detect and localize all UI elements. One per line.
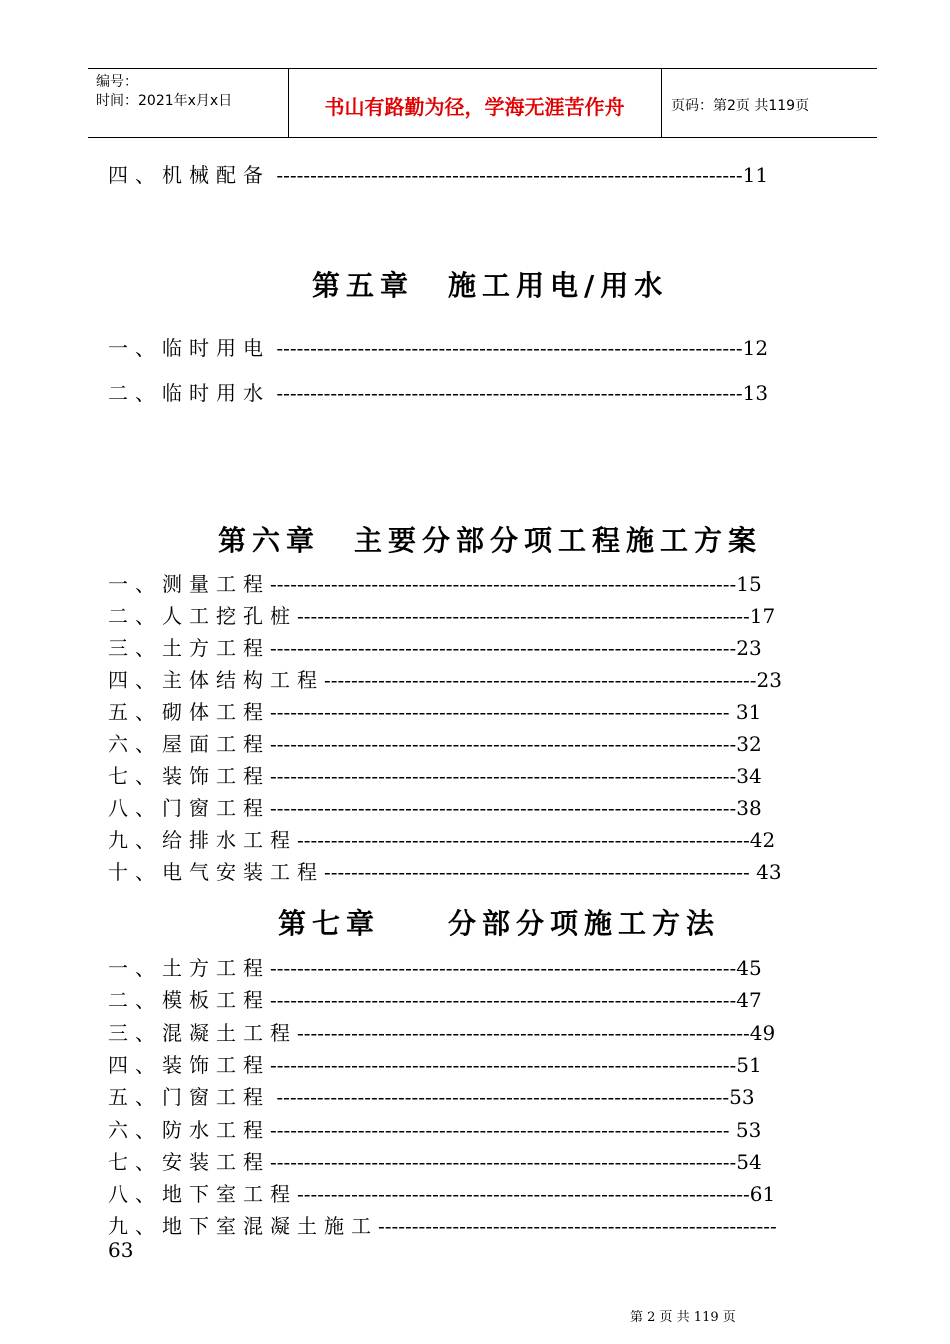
toc-entry <box>108 700 761 724</box>
toc-leader: --------------------------------------------------------------- <box>324 860 757 884</box>
toc-label: 七、装饰工程 <box>108 764 270 788</box>
toc-entry <box>108 764 762 788</box>
chapter-heading: 第五章 施工用电/用水 <box>312 269 669 302</box>
toc-entry <box>108 336 768 360</box>
toc-leader: ----------------------------------------------------------- <box>378 1214 777 1239</box>
header-number: 编号： <box>96 74 138 90</box>
toc-leader: --------------------------------------------------------------------- <box>276 336 743 360</box>
toc-label: 九、给排水工程 <box>108 828 297 852</box>
toc-label: 二、模板工程 <box>108 988 270 1013</box>
toc-entry <box>108 1150 762 1174</box>
toc-label: 二、临时用水 <box>108 381 270 405</box>
header-meta <box>96 73 232 111</box>
toc-entry <box>108 1085 755 1109</box>
toc-leader: -------------------------------------------------------------------- <box>270 700 736 724</box>
chapter-heading: 第七章 分部分项施工方法 <box>278 907 721 940</box>
toc-label: 六、防水工程 <box>108 1117 270 1142</box>
header-page-info: 页码：第2页 共119页 <box>671 98 810 114</box>
toc-entry <box>108 956 762 980</box>
toc-leader: ---------------------------------------------------------------- <box>324 668 757 692</box>
toc-page: 23 <box>756 668 782 692</box>
toc-leader: ------------------------------------------------------------------- <box>297 828 750 852</box>
page-header <box>88 68 877 138</box>
toc-leader: ------------------------------------------------------------------- <box>270 1085 730 1110</box>
toc-label: 四、机械配备 <box>108 163 270 187</box>
toc-page: 61 <box>749 1182 776 1207</box>
toc-leader: ------------------------------------------------------------------- <box>297 1020 750 1045</box>
toc-label: 八、地下室工程 <box>108 1182 297 1207</box>
toc-page: 47 <box>736 988 762 1013</box>
toc-entry <box>108 988 762 1012</box>
toc-page: 11 <box>742 163 769 187</box>
toc-page: 31 <box>735 700 762 724</box>
toc-label: 六、屋面工程 <box>108 732 270 756</box>
toc-leader: --------------------------------------------------------------------- <box>270 572 737 596</box>
toc-leader: --------------------------------------------------------------------- <box>270 636 737 660</box>
toc-page: 49 <box>749 1020 776 1045</box>
toc-page: 34 <box>736 764 762 788</box>
toc-entry <box>108 732 762 756</box>
toc-leader: ------------------------------------------------------------------- <box>297 1182 750 1207</box>
header-divider <box>661 69 662 137</box>
toc-label: 一、临时用电 <box>108 336 270 360</box>
toc-leader: --------------------------------------------------------------------- <box>270 796 737 820</box>
toc-entry <box>108 796 762 820</box>
toc-page: 53 <box>735 1117 762 1142</box>
toc-page: 51 <box>736 1052 762 1077</box>
toc-label: 七、安装工程 <box>108 1149 270 1174</box>
toc-page: 54 <box>736 1149 762 1174</box>
toc-page: 63 <box>108 1238 134 1263</box>
toc-entry <box>108 1053 762 1077</box>
toc-page: 12 <box>742 336 769 360</box>
toc-entry <box>108 1118 761 1142</box>
header-motto: 书山有路勤为径，学海无涯苦作舟 <box>324 95 625 119</box>
toc-entry <box>108 381 768 405</box>
toc-label: 三、混凝土工程 <box>108 1020 297 1045</box>
toc-entry <box>108 668 782 692</box>
toc-entry <box>108 1021 775 1045</box>
toc-page: 13 <box>742 381 769 405</box>
toc-leader: --------------------------------------------------------------------- <box>276 381 743 405</box>
toc-entry <box>108 828 775 852</box>
toc-label: 八、门窗工程 <box>108 796 270 820</box>
toc-leader: --------------------------------------------------------------------- <box>276 163 743 187</box>
toc-label: 一、测量工程 <box>108 572 270 596</box>
toc-label: 九、地下室混凝土施工 <box>108 1214 378 1239</box>
toc-label: 一、土方工程 <box>108 956 270 980</box>
toc-page: 42 <box>749 828 776 852</box>
toc-leader: --------------------------------------------------------------------- <box>270 764 737 788</box>
toc-label: 二、人工挖孔桩 <box>108 604 297 628</box>
toc-entry <box>108 1182 775 1206</box>
toc-label: 三、土方工程 <box>108 636 270 660</box>
toc-entry <box>108 636 762 660</box>
toc-label: 五、门窗工程 <box>108 1085 270 1110</box>
toc-page: 23 <box>736 636 762 660</box>
toc-label: 四、主体结构工程 <box>108 668 324 692</box>
toc-page: 32 <box>736 732 762 756</box>
toc-label: 十、电气安装工程 <box>108 860 324 884</box>
page-footer: 第 2 页 共 119 页 <box>630 1310 736 1325</box>
toc-leader: --------------------------------------------------------------------- <box>270 1149 737 1174</box>
toc-leader: --------------------------------------------------------------------- <box>270 956 737 980</box>
toc-leader: --------------------------------------------------------------------- <box>270 988 737 1013</box>
toc-entry <box>108 163 768 187</box>
toc-entry <box>108 860 782 884</box>
toc-label: 五、砌体工程 <box>108 700 270 724</box>
toc-entry <box>108 604 775 628</box>
toc-page: 38 <box>736 796 762 820</box>
toc-page: 17 <box>749 604 776 628</box>
header-date: 时间：2021年x月x日 <box>96 93 233 109</box>
toc-label: 四、装饰工程 <box>108 1052 270 1077</box>
toc-page: 43 <box>756 860 782 884</box>
toc-page: 45 <box>736 956 762 980</box>
chapter-heading: 第六章 主要分部分项工程施工方案 <box>218 524 763 557</box>
toc-leader: ------------------------------------------------------------------- <box>297 604 750 628</box>
toc-leader: --------------------------------------------------------------------- <box>270 732 737 756</box>
toc-entry <box>108 1214 777 1262</box>
toc-leader: -------------------------------------------------------------------- <box>270 1117 736 1142</box>
toc-page: 53 <box>729 1085 755 1110</box>
toc-leader: --------------------------------------------------------------------- <box>270 1052 737 1077</box>
toc-page: 15 <box>736 572 762 596</box>
toc-entry <box>108 572 762 596</box>
